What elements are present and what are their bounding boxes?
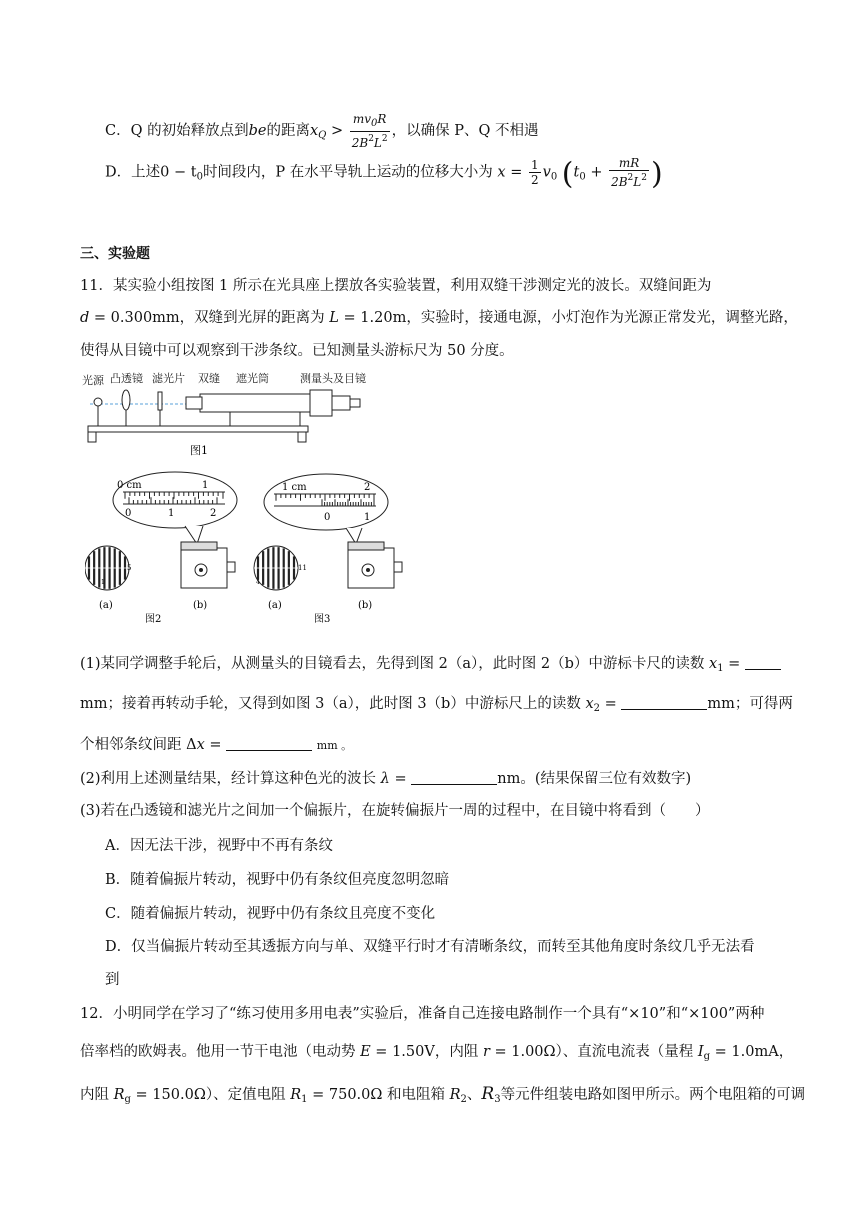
option-c: C．Q 的初始释放点到be的距离$x_Q$ > $\frac{mv_0R}{2B^2L^2}$ ，以确保 P、Q 不相遇 xyxy=(105,112,539,150)
fig3-label-a: (a) xyxy=(268,600,282,611)
q11-part1-line3: 个相邻条纹间距 Δx = mm 。 xyxy=(80,737,353,753)
answer-blank-x2[interactable] xyxy=(621,695,707,710)
fig2-vernier-2: 2 xyxy=(210,508,217,519)
fig3-vernier-1: 1 xyxy=(364,512,371,523)
fig3-vernier-0: 0 xyxy=(324,512,331,523)
q11-option-c[interactable]: C．随着偏振片转动，视野中仍有条纹且亮度不变化 xyxy=(105,906,436,922)
fraction-mv0R-over-2B2L2: $\frac{mv_0R}{2B^2L^2}$ xyxy=(351,112,388,150)
answer-blank-x1[interactable] xyxy=(745,655,781,670)
q12-line2: 倍率档的欧姆表。他用一节干电池（电动势 E = 1.50V，内阻 r = 1.00Ω）、直流电流表（量程 $I_g = 1.0mA$， xyxy=(80,1044,794,1062)
q11-part1-line2: mm；接着再转动手轮，又得到如图 3（a），此时图 3（b）中游标尺上的读数 $x_2$ = mm；可得两 xyxy=(80,696,793,714)
q11-option-d-cont: 到 xyxy=(105,972,120,988)
q11-option-b[interactable]: B．随着偏振片转动，视野中仍有条纹但亮度忽明忽暗 xyxy=(105,872,450,888)
figure-2 xyxy=(85,470,245,625)
figure-1-optical-bench xyxy=(80,368,380,460)
q11-line1: 11．某实验小组按图 1 所示在光具座上摆放各实验装置，利用双缝干涉测定光的波长。双缝间距为 xyxy=(80,278,712,294)
q11-part3: (3)若在凸透镜和滤光片之间加一个偏振片，在旋转偏振片一周的过程中，在目镜中将看到（ ） xyxy=(80,803,710,819)
fig2-scale-0cm: 0 cm xyxy=(117,480,142,491)
q11-line2: d = 0.300mm，双缝到光屏的距离为 L = 1.20m，实验时，接通电源，小灯泡作为光源正常发光，调整光路， xyxy=(80,310,798,326)
fig1-caption: 图1 xyxy=(190,444,208,457)
q11-part2: (2)利用上述测量结果，经计算这种色光的波长 λ = nm。(结果保留三位有效数字) xyxy=(80,771,692,787)
fig2-fringe-nums: 1 xyxy=(101,579,105,586)
fig3-fringe-nums: 4 xyxy=(256,579,260,586)
fig2-fringe-5: 5 xyxy=(127,564,132,572)
fig1-label-tube: 遮光筒 xyxy=(236,372,269,385)
q12-line3: 内阻 $R_g = 150.0\Omega$）、定值电阻 $R_1 = 750.0\Omega$ 和电阻箱 $R_2$、$R_3$等元件组装电路如图甲所示。两个电阻箱的可调 xyxy=(80,1084,806,1105)
fig3-label-b: (b) xyxy=(358,600,373,611)
q12-line1: 12．小明同学在学习了“练习使用多用电表”实验后，准备自己连接电路制作一个具有“×10”和“×100”两种 xyxy=(80,1006,765,1022)
q11-part1-line1: (1)某同学调整手轮后，从测量头的目镜看去，先得到图 2（a），此时图 2（b）中游标卡尺的读数 $x_1$ = xyxy=(80,652,781,674)
fig1-label-lens: 凸透镜 xyxy=(110,372,143,385)
fig2-label-a: (a) xyxy=(99,600,113,611)
fig2-caption: 图2 xyxy=(145,614,162,625)
option-d: D．上述$0 - t_0$时间段内，P 在水平导轨上运动的位移大小为 x = $\frac{1}{2}$ $v_0$ ($t_0$ + $\frac{mR}{2B^2L^2}$ ) xyxy=(105,156,663,192)
answer-blank-dx[interactable] xyxy=(226,736,312,751)
fig2-scale-1: 1 xyxy=(202,480,209,491)
fraction-half: $\frac{1}{2}$ xyxy=(530,158,539,187)
q11-option-a[interactable]: A．因无法干涉，视野中不再有条纹 xyxy=(105,838,333,854)
fig1-label-eyepiece: 测量头及目镜 xyxy=(300,372,366,385)
fraction-mR-over-2B2L2: $\frac{mR}{2B^2L^2}$ xyxy=(611,156,647,189)
fig1-label-filter: 滤光片 xyxy=(152,372,185,385)
q11-option-d[interactable]: D．仅当偏振片转动至其透振方向与单、双缝平行时才有清晰条纹，而转至其他角度时条纹几乎无法看 xyxy=(105,939,755,955)
fig1-label-double-slit: 双缝 xyxy=(198,372,220,385)
fig2-label-b: (b) xyxy=(193,600,208,611)
fig3-scale-1cm: 1 cm xyxy=(282,482,307,493)
fig3-fringe-11: 11 xyxy=(298,564,307,572)
fig2-vernier-1: 1 xyxy=(168,508,175,519)
section-heading: 三、实验题 xyxy=(80,246,150,262)
fig3-caption: 图3 xyxy=(314,614,331,625)
figure-3 xyxy=(252,470,412,625)
answer-blank-lambda[interactable] xyxy=(411,770,497,785)
q11-line3: 使得从目镜中可以观察到干涉条纹。已知测量头游标尺为 50 分度。 xyxy=(80,343,514,359)
fig1-label-light-source: 光源 xyxy=(82,374,104,387)
fig3-scale-2: 2 xyxy=(364,482,371,493)
fig2-vernier-0: 0 xyxy=(125,508,132,519)
